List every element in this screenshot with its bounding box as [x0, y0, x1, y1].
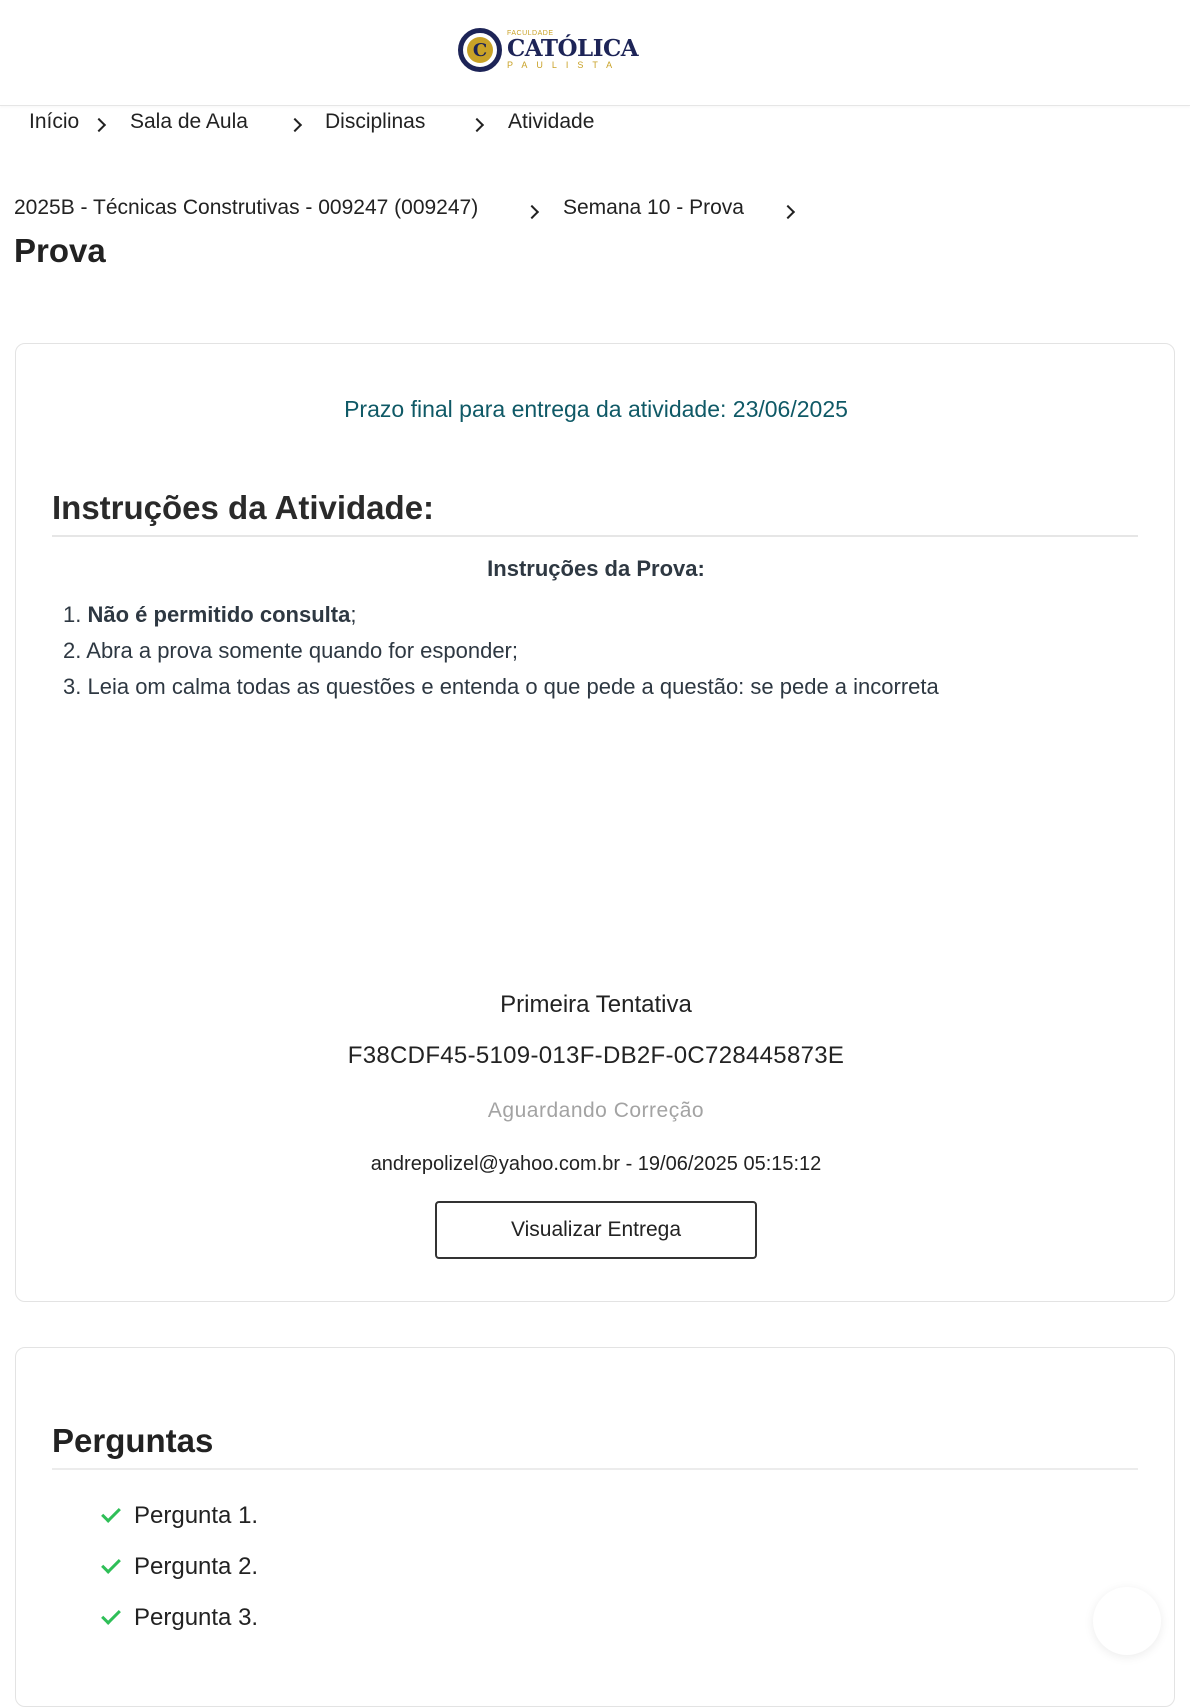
logo-emblem-icon: C [458, 28, 502, 72]
instruction-item: 1. Não é permitido consulta; [63, 602, 357, 627]
questions-heading: Perguntas [52, 1422, 1138, 1470]
chevron-right-icon [288, 118, 302, 132]
check-icon [101, 1503, 121, 1523]
logo-sub-text: PAULISTA [507, 60, 622, 70]
check-icon [101, 1605, 121, 1625]
faculdade-catolica-logo[interactable] [458, 28, 638, 72]
course-breadcrumb-disciplina[interactable]: 2025B - Técnicas Construtivas - 009247 (009247) [14, 196, 479, 219]
question-item[interactable]: Pergunta 3. [102, 1592, 258, 1643]
attempt-meta: andrepolizel@yahoo.com.br - 19/06/2025 05:15:12 [370, 1153, 822, 1175]
question-item[interactable]: Pergunta 1. [102, 1490, 258, 1541]
logo-main-text: CATÓLICA [507, 35, 639, 62]
course-breadcrumb-semana[interactable]: Semana 10 - Prova [563, 196, 744, 219]
chevron-right-icon [92, 118, 106, 132]
attempt-status: Aguardando Correção [487, 1099, 705, 1122]
questions-card [15, 1347, 1175, 1707]
breadcrumb-disciplinas[interactable]: Disciplinas [325, 110, 426, 133]
questions-list [102, 1490, 258, 1643]
activity-card [15, 343, 1175, 1302]
instruction-item: 2. Abra a prova somente quando for esponder; [63, 638, 518, 663]
chevron-right-icon [781, 205, 795, 219]
breadcrumb-sala-de-aula[interactable]: Sala de Aula [130, 110, 248, 133]
view-submission-button[interactable]: Visualizar Entrega [435, 1201, 757, 1259]
instructions-subtitle: Instruções da Prova: [487, 556, 705, 581]
question-item[interactable]: Pergunta 2. [102, 1541, 258, 1592]
instructions-list [63, 597, 939, 705]
chevron-right-icon [525, 205, 539, 219]
breadcrumb [0, 108, 1190, 138]
attempt-title: Primeira Tentativa [500, 991, 692, 1018]
instruction-item: 3. Leia om calma todas as questões e entenda o que pede a questão: se pede a incorreta [63, 674, 939, 699]
attempt-id: F38CDF45-5109-013F-DB2F-0C728445873E [347, 1042, 845, 1069]
page-title: Prova [14, 232, 106, 269]
chevron-right-icon [470, 118, 484, 132]
top-header [0, 0, 1190, 106]
instructions-heading: Instruções da Atividade: [52, 489, 1138, 537]
deadline-text: Prazo final para entrega da atividade: 23/06/2025 [344, 396, 848, 422]
floating-action-button[interactable] [1093, 1587, 1161, 1655]
breadcrumb-atividade[interactable]: Atividade [508, 110, 595, 133]
logo-small-text: FACULDADE [507, 30, 554, 37]
check-icon [101, 1554, 121, 1574]
breadcrumb-inicio[interactable]: Início [29, 110, 80, 133]
